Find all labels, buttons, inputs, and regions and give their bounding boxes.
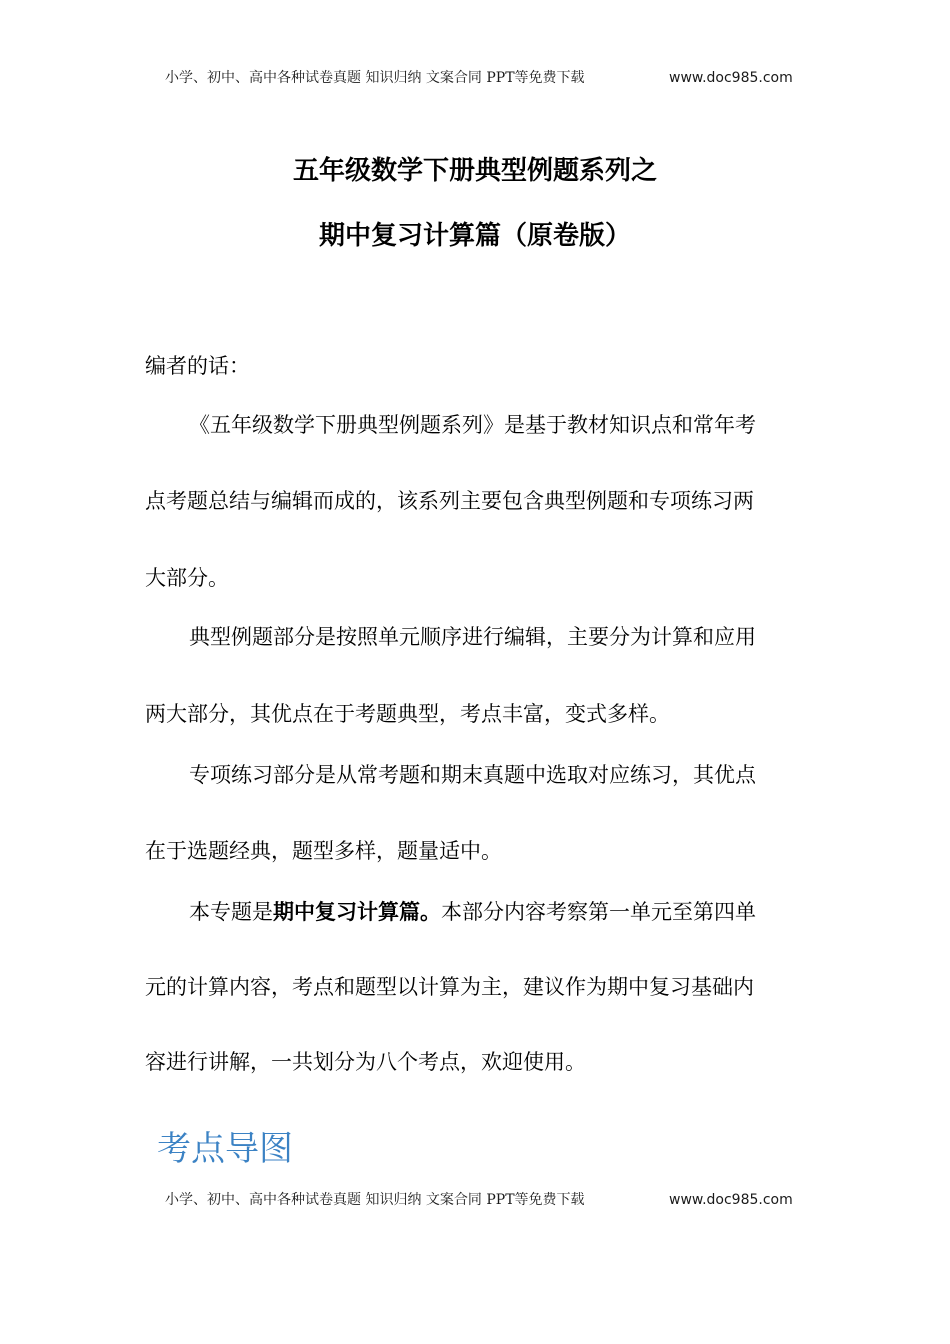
- paragraph-4-line-2: 元的计算内容，考点和题型以计算为主，建议作为期中复习基础内: [145, 975, 754, 999]
- page-header: [0, 68, 950, 88]
- paragraph-4-prefix: 本专题是: [189, 900, 273, 924]
- editor-note-label: 编者的话：: [145, 354, 250, 378]
- page-footer: [0, 1190, 950, 1210]
- paragraph-3-line-2: 在于选题经典，题型多样，题量适中。: [145, 839, 502, 863]
- document-title-line-2: 期中复习计算篇（原卷版）: [318, 221, 631, 251]
- section-heading-mind-map: 考点导图: [157, 1129, 293, 1169]
- paragraph-4-bold-topic: 期中复习计算篇。: [273, 900, 441, 924]
- footer-text: 小学、初中、高中各种试卷真题 知识归纳 文案合同 PPT等免费下载: [165, 1192, 585, 1208]
- paragraph-1-line-3: 大部分。: [145, 566, 229, 590]
- paragraph-4-line-3: 容进行讲解，一共划分为八个考点，欢迎使用。: [145, 1050, 586, 1074]
- paragraph-4-line-1: [189, 897, 756, 927]
- header-text: 小学、初中、高中各种试卷真题 知识归纳 文案合同 PPT等免费下载: [165, 70, 585, 86]
- paragraph-1-line-1: 《五年级数学下册典型例题系列》是基于教材知识点和常年考: [189, 413, 756, 437]
- header-url-link[interactable]: www.doc985.com: [669, 70, 793, 86]
- paragraph-1-line-2: 点考题总结与编辑而成的，该系列主要包含典型例题和专项练习两: [145, 489, 754, 513]
- document-title-line-1: 五年级数学下册典型例题系列之: [292, 156, 657, 186]
- paragraph-2-line-1: 典型例题部分是按照单元顺序进行编辑，主要分为计算和应用: [189, 625, 756, 649]
- paragraph-4-suffix: 本部分内容考察第一单元至第四单: [441, 900, 756, 924]
- paragraph-3-line-1: 专项练习部分是从常考题和期末真题中选取对应练习，其优点: [189, 763, 756, 787]
- footer-url-link[interactable]: www.doc985.com: [669, 1192, 793, 1208]
- paragraph-2-line-2: 两大部分，其优点在于考题典型，考点丰富，变式多样。: [145, 702, 670, 726]
